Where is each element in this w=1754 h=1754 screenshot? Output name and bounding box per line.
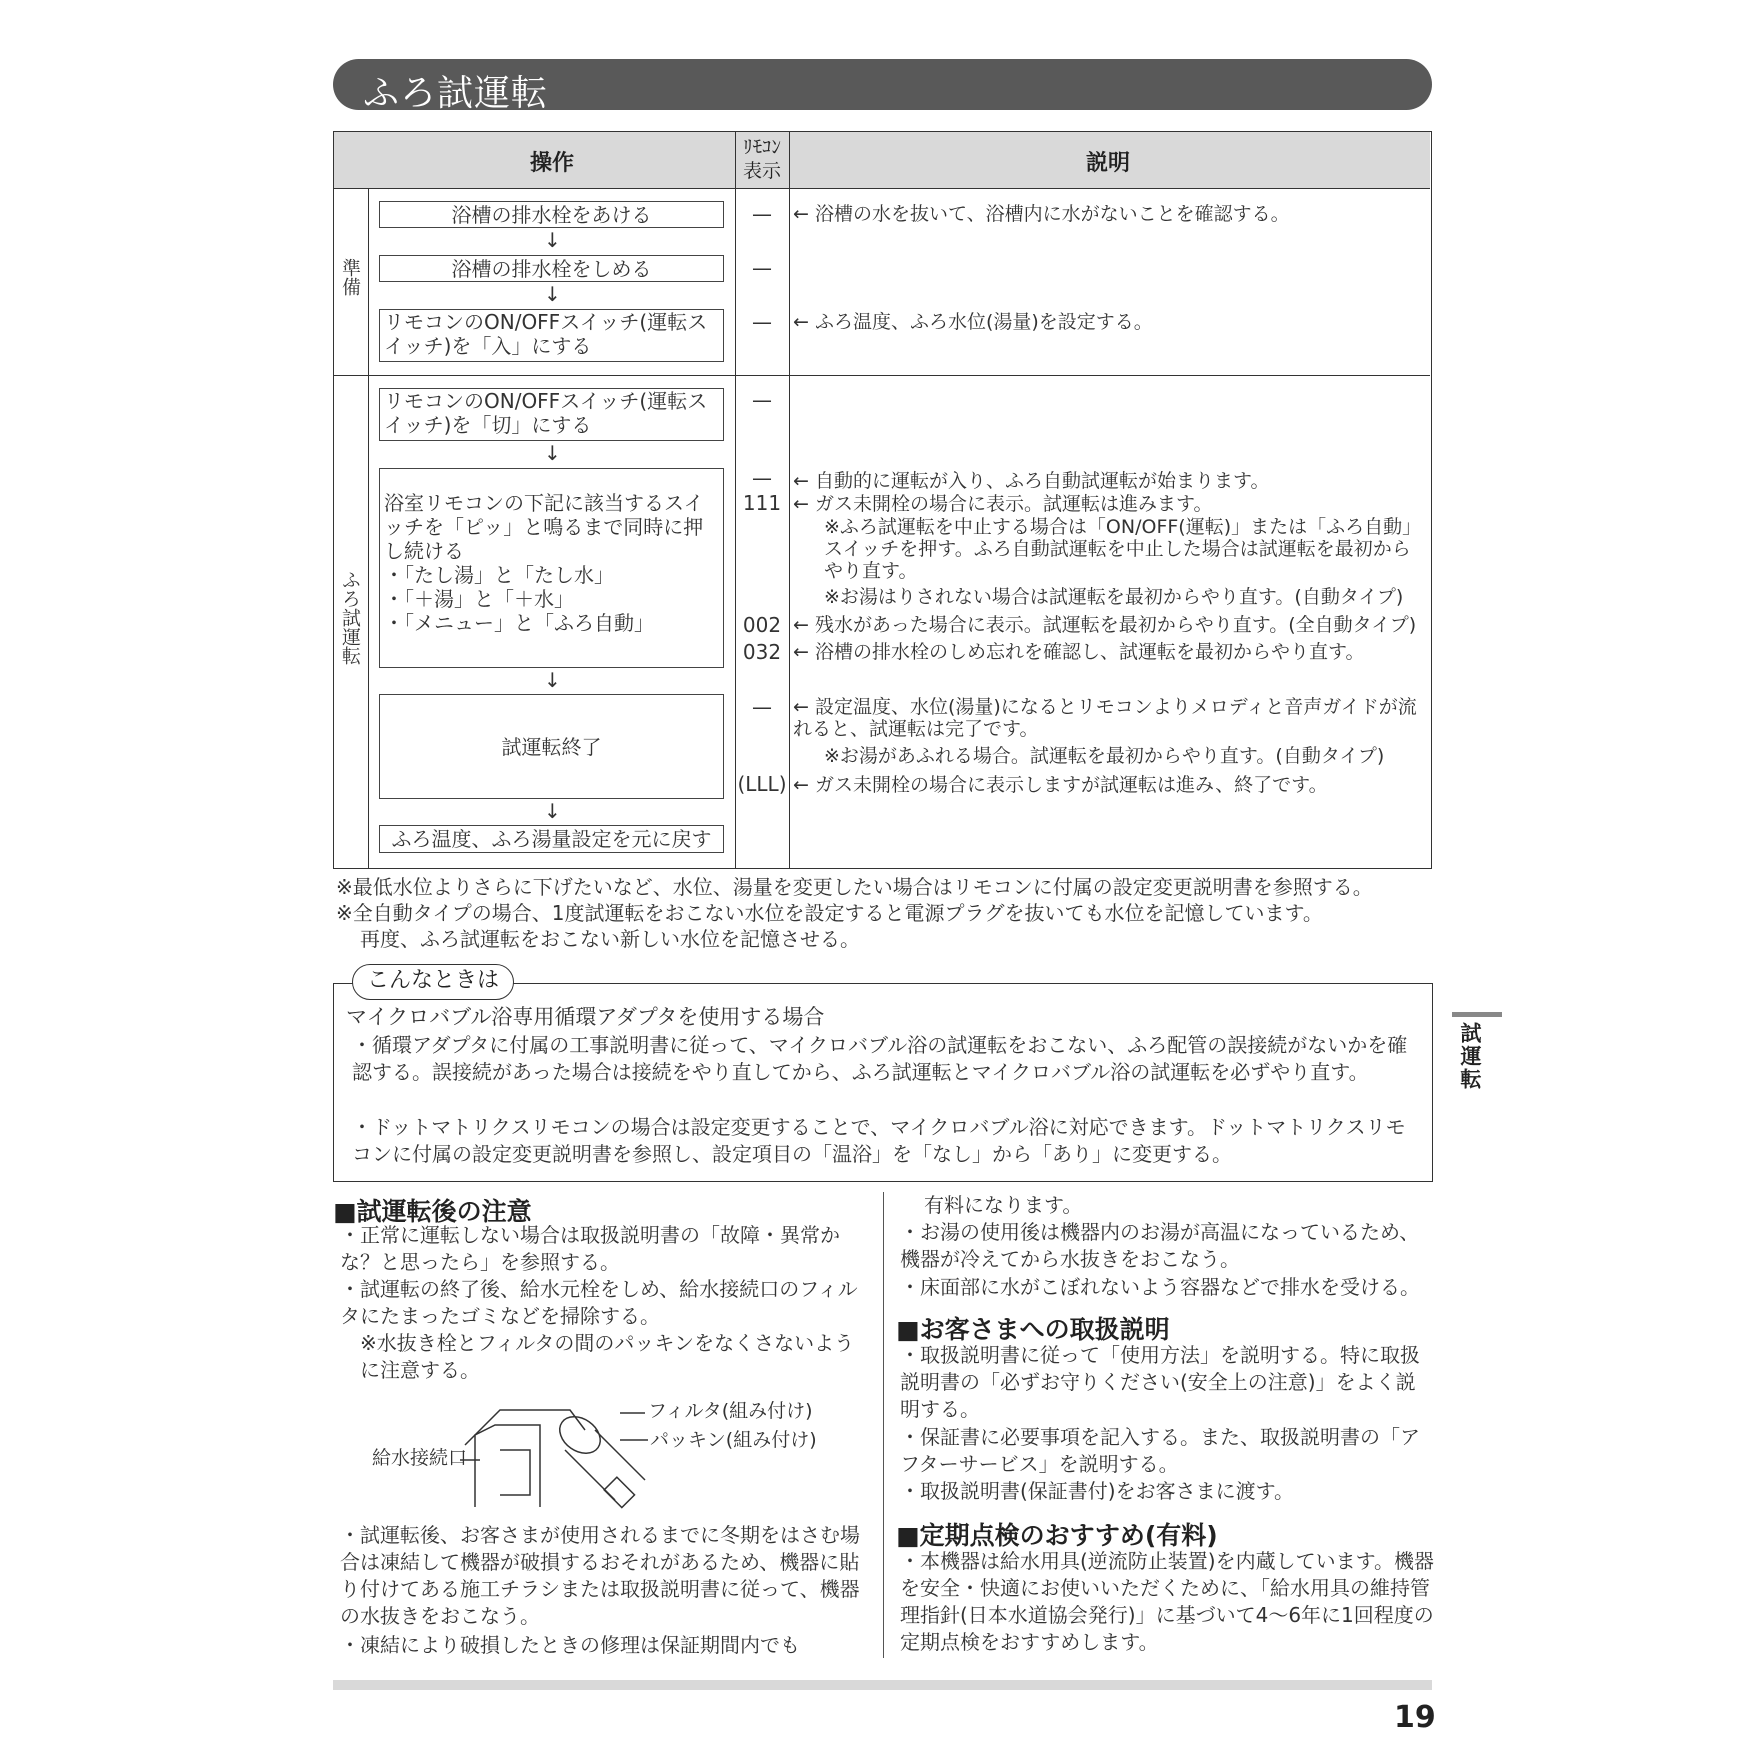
right-item: ・取扱説明書に従って「使用方法」を説明する。特に取扱説明書の「必ずお守りください(安全上の注意)」をよく説明する。 [900,1343,1420,1421]
header-operation: 操作 [530,151,575,176]
page-title: ふろ試運転 [363,73,549,114]
col-divider-2 [789,132,790,868]
section-divider [334,375,1430,376]
header-remote-display: ﾘﾓｺﾝ 表示 [742,136,781,182]
fig-label-packing: パッキン(組み付け) [650,1429,817,1451]
note-reset: 再度、ふろ試運転をおこない新しい水位を記憶させる。 [360,927,860,951]
display-value: — [752,202,772,226]
display-value: 111 [742,491,782,515]
flow-arrow-icon: ↓ [544,441,561,465]
tip-tag: こんなときは [352,964,514,1000]
op-close-drain: 浴槽の排水栓をしめる [379,255,724,282]
explanation: ← 残水があった場合に表示。試運転を最初からやり直す。(全自動タイプ) [793,614,1417,636]
explanation: ← ガス未開栓の場合に表示。試運転は進みます。 [793,493,1213,515]
fig-label-filter: フィルタ(組み付け) [648,1400,813,1422]
explanation: ※お湯があふれる場合。試運転を最初からやり直す。(自動タイプ) [824,745,1385,767]
op-press-switches: 浴室リモコンの下記に該当するスイッチを「ピッ」と鳴るまで同時に押し続ける ・「たし湯」と「たし水」 ・「＋湯」と「＋水」 ・「メニュー」と「ふろ自動」 [379,468,724,668]
right-item: ・お湯の使用後は機器内のお湯が高温になっているため、機器が冷えてから水抜きをおこなう。 [900,1220,1420,1271]
flow-arrow-icon: ↓ [544,799,561,823]
note-water-level: ※最低水位よりさらに下げたいなど、水位、湯量を変更したい場合はリモコンに付属の設定変更説明書を参照する。 [336,875,1373,899]
display-value: 002 [742,613,782,637]
section-heading-after-trial: ■試運転後の注意 [333,1197,532,1226]
display-value: — [752,466,772,490]
section-heading-inspection: ■定期点検のおすすめ(有料) [896,1521,1218,1550]
tip-heading: マイクロバブル浴専用循環アダプタを使用する場合 [346,1005,825,1029]
trial-run-table [333,131,1432,869]
column-divider [883,1192,884,1658]
display-value: — [752,388,772,412]
display-value: 032 [742,640,782,664]
explanation: ← ふろ温度、ふろ水位(湯量)を設定する。 [793,311,1153,333]
section-heading-customer: ■お客さまへの取扱説明 [896,1315,1170,1344]
display-value: — [752,310,772,334]
flow-arrow-icon: ↓ [544,668,561,692]
section-prep-label: 準備 [339,258,361,296]
tip-item: ・ドットマトリクスリモコンの場合は設定変更することで、マイクロバブル浴に対応できます。ドットマトリクスリモコンに付属の設定変更説明書を参照し、設定項目の「温浴」を「なし」から「あり」に変更する。 [352,1115,1406,1166]
side-tab: 試運転 [1458,1022,1482,1091]
explanation: ← 浴槽の水を抜いて、浴槽内に水がないことを確認する。 [793,203,1290,225]
col-divider-side [368,188,369,868]
display-value: — [752,256,772,280]
explanation: ← 浴槽の排水栓のしめ忘れを確認し、試運転を最初からやり直す。 [793,641,1365,663]
op-switch-off: リモコンのON/OFFスイッチ(運転スイッチ)を「切」にする [379,388,724,441]
header-description: 説明 [1086,151,1131,176]
right-item: ・本機器は給水用具(逆流防止装置)を内蔵しています。機器を安全・快適にお使いいただくために、「給水用具の維持管理指針(日本水道協会発行)」に基づいて4〜6年に1回程度の定期点検をおすすめします。 [900,1549,1435,1654]
after-item: ・正常に運転しない場合は取扱説明書の「故障・異常かな？と思ったら」を参照する。 [340,1223,840,1274]
right-item: 有料になります。 [924,1193,1083,1217]
flow-arrow-icon: ↓ [544,228,561,252]
title-bar [333,59,1432,114]
header-divider [334,188,1430,189]
table-header-bg [334,132,1430,188]
after-note: ※水抜き栓とフィルタの間のパッキンをなくさないように注意する。 [360,1331,855,1382]
op-restore-settings: ふろ温度、ふろ湯量設定を元に戻す [379,825,724,853]
op-trial-end: 試運転終了 [379,694,724,799]
tip-item: ・循環アダプタに付属の工事説明書に従って、マイクロバブル浴の試運転をおこない、ふろ配管の誤接続がないかを確認する。誤接続があった場合は接続をやり直してから、ふろ試運転とマイクロバブル浴の試運転を必ずやり直す。 [352,1033,1408,1084]
right-item: ・床面部に水がこぼれないよう容器などで排水を受ける。 [900,1275,1420,1299]
op-switch-on: リモコンのON/OFFスイッチ(運転スイッチ)を「入」にする [379,309,724,362]
display-value: (LLL) [737,772,787,796]
tip-box [333,983,1433,1182]
explanation: ※お湯はりされない場合は試運転を最初からやり直す。(自動タイプ) [824,586,1404,608]
after-item: ・試運転の終了後、給水元栓をしめ、給水接続口のフィルタにたまったゴミなどを掃除する。 [340,1277,858,1328]
fig-label-inlet: 給水接続口 [372,1447,468,1469]
flow-arrow-icon: ↓ [544,282,561,306]
explanation: ※ふろ試運転を中止する場合は「ON/OFF(運転)」または「ふろ自動」スイッチを押す。ふろ自動試運転を中止した場合は試運転を最初からやり直す。 [824,516,1422,582]
right-item: ・取扱説明書(保証書付)をお客さまに渡す。 [900,1479,1295,1503]
op-open-drain: 浴槽の排水栓をあける [379,201,724,228]
side-tab-marker [1452,1012,1502,1017]
explanation: ← 自動的に運転が入り、ふろ自動試運転が始まります。 [793,470,1270,492]
explanation: ← ガス未開栓の場合に表示しますが試運転は進み、終了です。 [793,774,1328,796]
page-number: 19 [1394,1700,1436,1735]
right-item: ・保証書に必要事項を記入する。また、取扱説明書の「アフターサービス」を説明する。 [900,1425,1420,1476]
section-trial-label: ふろ試運転 [339,570,361,665]
display-value: — [752,695,772,719]
explanation: ← 設定温度、水位(湯量)になるとリモコンよりメロディと音声ガイドが流れると、試運転は完了です。 [793,696,1417,740]
note-full-auto: ※全自動タイプの場合、1度試運転をおこない水位を設定すると電源プラグを抜いても水位を記憶しています。 [336,901,1323,925]
after-item: ・試運転後、お客さまが使用されるまでに冬期をはさむ場合は凍結して機器が破損するおそれがあるため、機器に貼り付けてある施工チラシまたは取扱説明書に従って、機器の水抜きをおこなう。 [340,1523,860,1628]
footer-bar [333,1680,1432,1690]
after-item: ・凍結により破損したときの修理は保証期間内でも [340,1633,800,1657]
